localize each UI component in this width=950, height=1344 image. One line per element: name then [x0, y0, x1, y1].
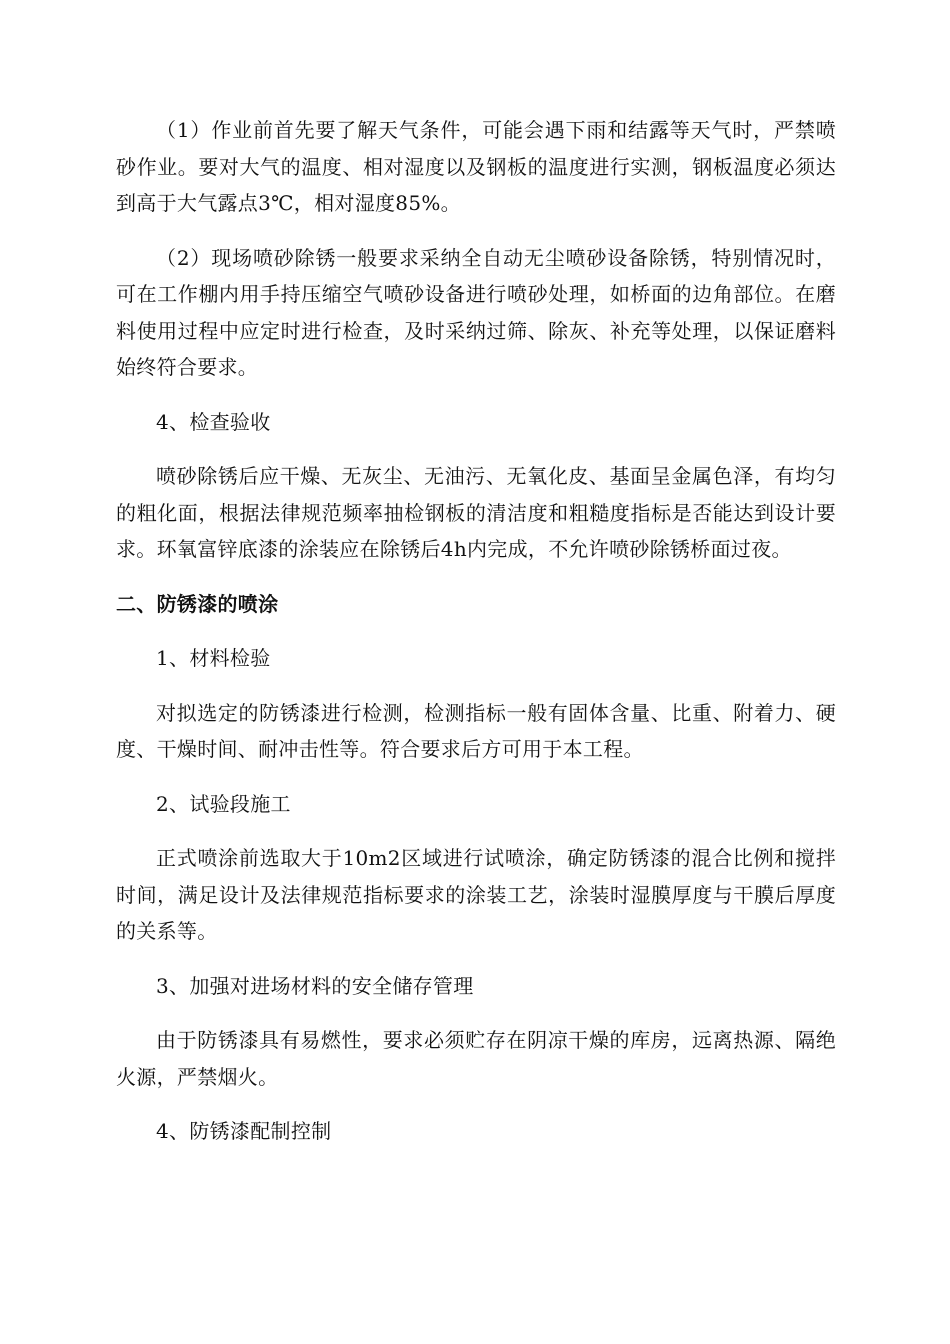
paragraph-trial-spraying: 正式喷涂前选取大于10m2区域进行试喷涂，确定防锈漆的混合比例和搅拌时间，满足设计及法律规范指标要求的涂装工艺，涂装时湿膜厚度与干膜后厚度的关系等。	[116, 846, 836, 943]
section-heading-antirust-spraying: 二、防锈漆的喷涂	[116, 591, 279, 616]
subheading-trial-section: 2、试验段施工	[156, 791, 291, 816]
paragraph-weather-conditions: （1）作业前首先要了解天气条件，可能会遇下雨和结露等天气时，严禁喷砂作业。要对大气的温度、相对湿度以及钢板的温度进行实测，钢板温度必须达到高于大气露点3℃，相对湿度85%。	[116, 118, 836, 215]
paragraph-material-testing: 对拟选定的防锈漆进行检测，检测指标一般有固体含量、比重、附着力、硬度、干燥时间、耐冲击性等。符合要求后方可用于本工程。	[116, 700, 836, 761]
paragraph-sandblasting-equipment: （2）现场喷砂除锈一般要求采纳全自动无尘喷砂设备除锈，特别情况时，可在工作棚内用手持压缩空气喷砂设备进行喷砂处理，如桥面的边角部位。在磨料使用过程中应定时进行检查，及时采纳过筛、除灰、补充等处理，以保证磨料始终符合要求。	[116, 245, 836, 379]
subheading-storage-management: 3、加强对进场材料的安全储存管理	[156, 973, 474, 998]
paragraph-storage-rules: 由于防锈漆具有易燃性，要求必须贮存在阴凉干燥的库房，远离热源、隔绝火源，严禁烟火。	[116, 1028, 836, 1089]
document-page	[116, 112, 836, 1168]
paragraph-inspection-requirements: 喷砂除锈后应干燥、无灰尘、无油污、无氧化皮、基面呈金属色泽，有均匀的粗化面，根据法律规范频率抽检钢板的清洁度和粗糙度指标是否能达到设计要求。环氧富锌底漆的涂装应在除锈后4h内完成，不允许喷砂除锈桥面过夜。	[116, 464, 836, 561]
subheading-paint-mixing-control: 4、防锈漆配制控制	[156, 1119, 332, 1143]
subheading-material-inspection: 1、材料检验	[156, 646, 271, 670]
subheading-inspection-acceptance: 4、检查验收	[156, 409, 271, 434]
